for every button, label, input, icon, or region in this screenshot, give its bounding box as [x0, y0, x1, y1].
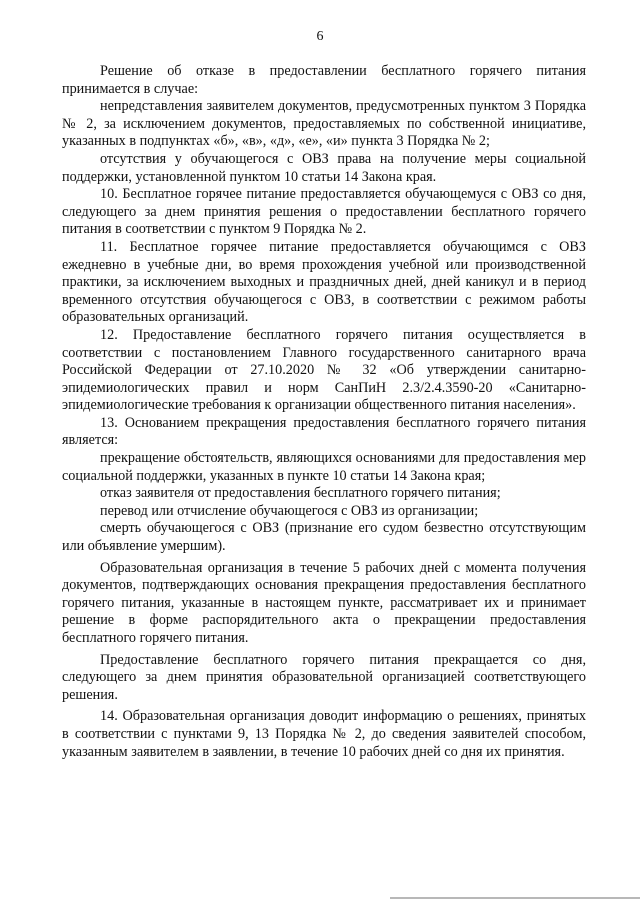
paragraph-termination-transfer: перевод или отчисление обучающегося с ОВЗ из организации;: [100, 502, 479, 519]
paragraph-item-14: 14. Образовательная организация доводит информацию о решениях, принятых в соответствии с пунктами 9, 13 Порядка № 2, до сведения заявителей способом, указанным заявителем в заявлении, в течение 10 рабочих дней со дня их принятия.: [62, 708, 586, 760]
page-number: 6: [316, 29, 324, 44]
paragraph-termination-death: смерть обучающегося с ОВЗ (признание его судом безвестно отсутствующим или объявление умершим).: [62, 520, 586, 555]
paragraph-item-12: 12. Предоставление бесплатного горячего питания осуществляется в соответствии с постановлением Главного государственного санитарного врача Российской Федерации от 27.10.2020 № 32 «Об утверждении санитарно-эпидемиологических правил и норм СанПиН 2.3/2.4.3590-20 «Санитарно-эпидемиологические требования к организации общественного питания населения».: [62, 326, 586, 414]
paragraph-refusal-intro: Решение об отказе в предоставлении бесплатного горячего питания принимается в случае:: [62, 63, 586, 97]
paragraph-item-13: 13. Основанием прекращения предоставления бесплатного горячего питания является:: [62, 414, 586, 449]
paragraph-refusal-reason-documents: непредставления заявителем документов, предусмотренных пунктом 3 Порядка № 2, за исключением документов, предоставляемых по собственной инициативе, указанных в подпунктах «б», «в», «д», «е», «и» пункта 3 Порядка № 2;: [62, 98, 586, 150]
paragraph-termination-circumstances: прекращение обстоятельств, являющихся основаниями для предоставления мер социальной поддержки, указанных в пункте 10 статьи 14 Закона края;: [62, 450, 586, 484]
paragraph-refusal-reason-no-right: отсутствия у обучающегося с ОВЗ права на получение меры социальной поддержки, установленной пунктом 10 статьи 14 Закона края.: [62, 150, 586, 185]
paragraph-termination-refusal: отказ заявителя от предоставления бесплатного горячего питания;: [100, 485, 501, 502]
paragraph-termination-procedure: Образовательная организация в течение 5 рабочих дней с момента получения документов, подтверждающих основания прекращения предоставления бесплатного горячего питания, указанные в настоящем пункте, рассматривает их и принимает решение в форме распорядительного акта о прекращении предоставления бесплатного горячего питания.: [62, 559, 586, 646]
paragraph-item-11: 11. Бесплатное горячее питание предоставляется обучающимся с ОВЗ ежедневно в учебные дни, во время прохождения учебной или производственной практики, за исключением выходных и праздничных дней, дней каникул и в период временного отсутствия обучающегося с ОВЗ, в соответствии с режимом работы образовательных организаций.: [62, 238, 586, 326]
paragraph-termination-effective-date: Предоставление бесплатного горячего питания прекращается со дня, следующего за днем принятия образовательной организацией соответствующего решения.: [62, 651, 586, 703]
paragraph-item-10: 10. Бесплатное горячее питание предоставляется обучающемуся с ОВЗ со дня, следующего за днем принятия решения о предоставлении бесплатного горячего питания в соответствии с пунктом 9 Порядка № 2.: [62, 186, 586, 238]
document-body: [62, 63, 586, 761]
scan-edge-mark: [390, 897, 640, 899]
